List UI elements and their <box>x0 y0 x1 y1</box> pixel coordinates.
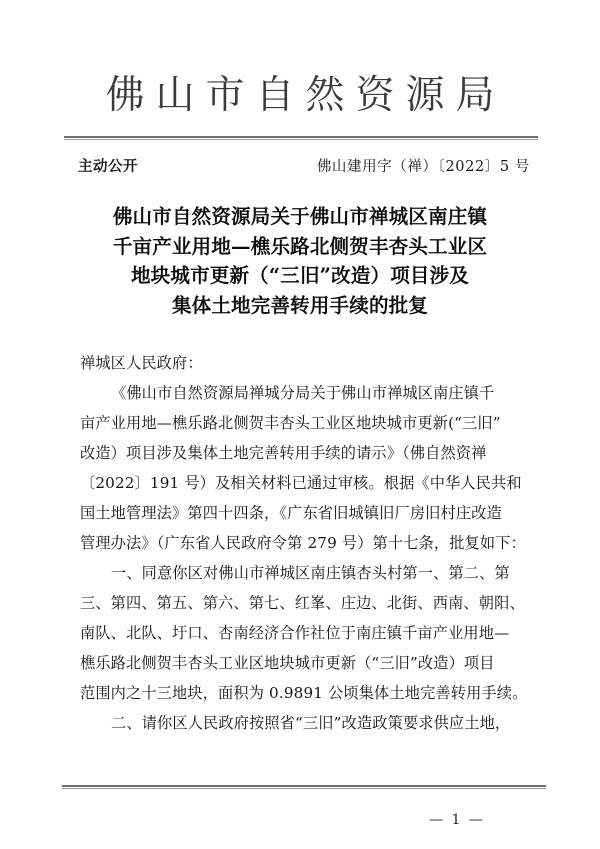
header-rule-thick <box>64 136 538 138</box>
body-line-4: 〔2022〕191 号）及相关材料已通过审核。根据《中华人民共和 <box>80 474 522 492</box>
masthead <box>0 72 600 120</box>
document-title-line-4: 集体土地完善转用手续的批复 <box>171 293 429 317</box>
page-number-value: — 1 — <box>429 812 485 828</box>
page-number <box>0 812 600 828</box>
document-title-line-3: 地块城市更新（“三旧”改造）项目涉及 <box>130 264 470 287</box>
body-line-10: 樵乐路北侧贺丰杏头工业区地块城市更新（“三旧”改造）项目 <box>80 654 495 672</box>
footer-rule-thin <box>62 788 546 789</box>
body-line-3: 改造）项目涉及集体土地完善转用手续的请示》（佛自然资禅 <box>80 444 487 462</box>
header-divider-rule <box>64 136 538 140</box>
addressee: 禅城区人民政府： <box>80 354 203 372</box>
body-line-11: 范围内之十三地块，面积为 0.9891 公顷集体土地完善转用手续。 <box>80 684 528 702</box>
document-body <box>80 348 528 738</box>
body-line-5: 国土地管理法》第四十四条，《广东省旧城镇旧厂房旧村庄改造 <box>80 504 502 522</box>
issue-row <box>78 155 530 176</box>
body-line-6: 管理办法》（广东省人民政府令第 279 号）第十七条，批复如下： <box>80 534 526 552</box>
body-line-12: 二、请你区人民政府按照省“三旧”改造政策要求供应土地， <box>111 714 511 732</box>
document-title-line-1: 佛山市自然资源局关于佛山市禅城区南庄镇 <box>112 205 488 228</box>
footer-divider-rule <box>62 785 546 789</box>
body-line-2: 亩产业用地—樵乐路北侧贺丰杏头工业区地块城市更新(“三旧” <box>80 414 501 432</box>
masthead-title: 佛山市自然资源局 <box>105 73 506 118</box>
document-title <box>60 202 540 320</box>
body-line-8: 三、第四、第五、第六、第七、红峯、庄边、北街、西南、朝阳、 <box>80 594 525 612</box>
footer-rule-thick <box>62 785 546 787</box>
document-title-line-2: 千亩产业用地—樵乐路北侧贺丰杏头工业区 <box>112 234 488 258</box>
header-rule-thin <box>64 139 538 140</box>
body-line-7: 一、同意你区对佛山市禅城区南庄镇杏头村第一、第二、第 <box>111 564 510 582</box>
disclosure-label: 主动公开 <box>78 159 138 175</box>
body-line-9: 南队、北队、圩口、杏南经济合作社位于南庄镇千亩产业用地— <box>80 624 510 642</box>
body-line-1: 《佛山市自然资源局禅城分局关于佛山市禅城区南庄镇千 <box>111 384 495 402</box>
document-number: 佛山建用字（禅）〔2022〕5 号 <box>316 159 530 175</box>
